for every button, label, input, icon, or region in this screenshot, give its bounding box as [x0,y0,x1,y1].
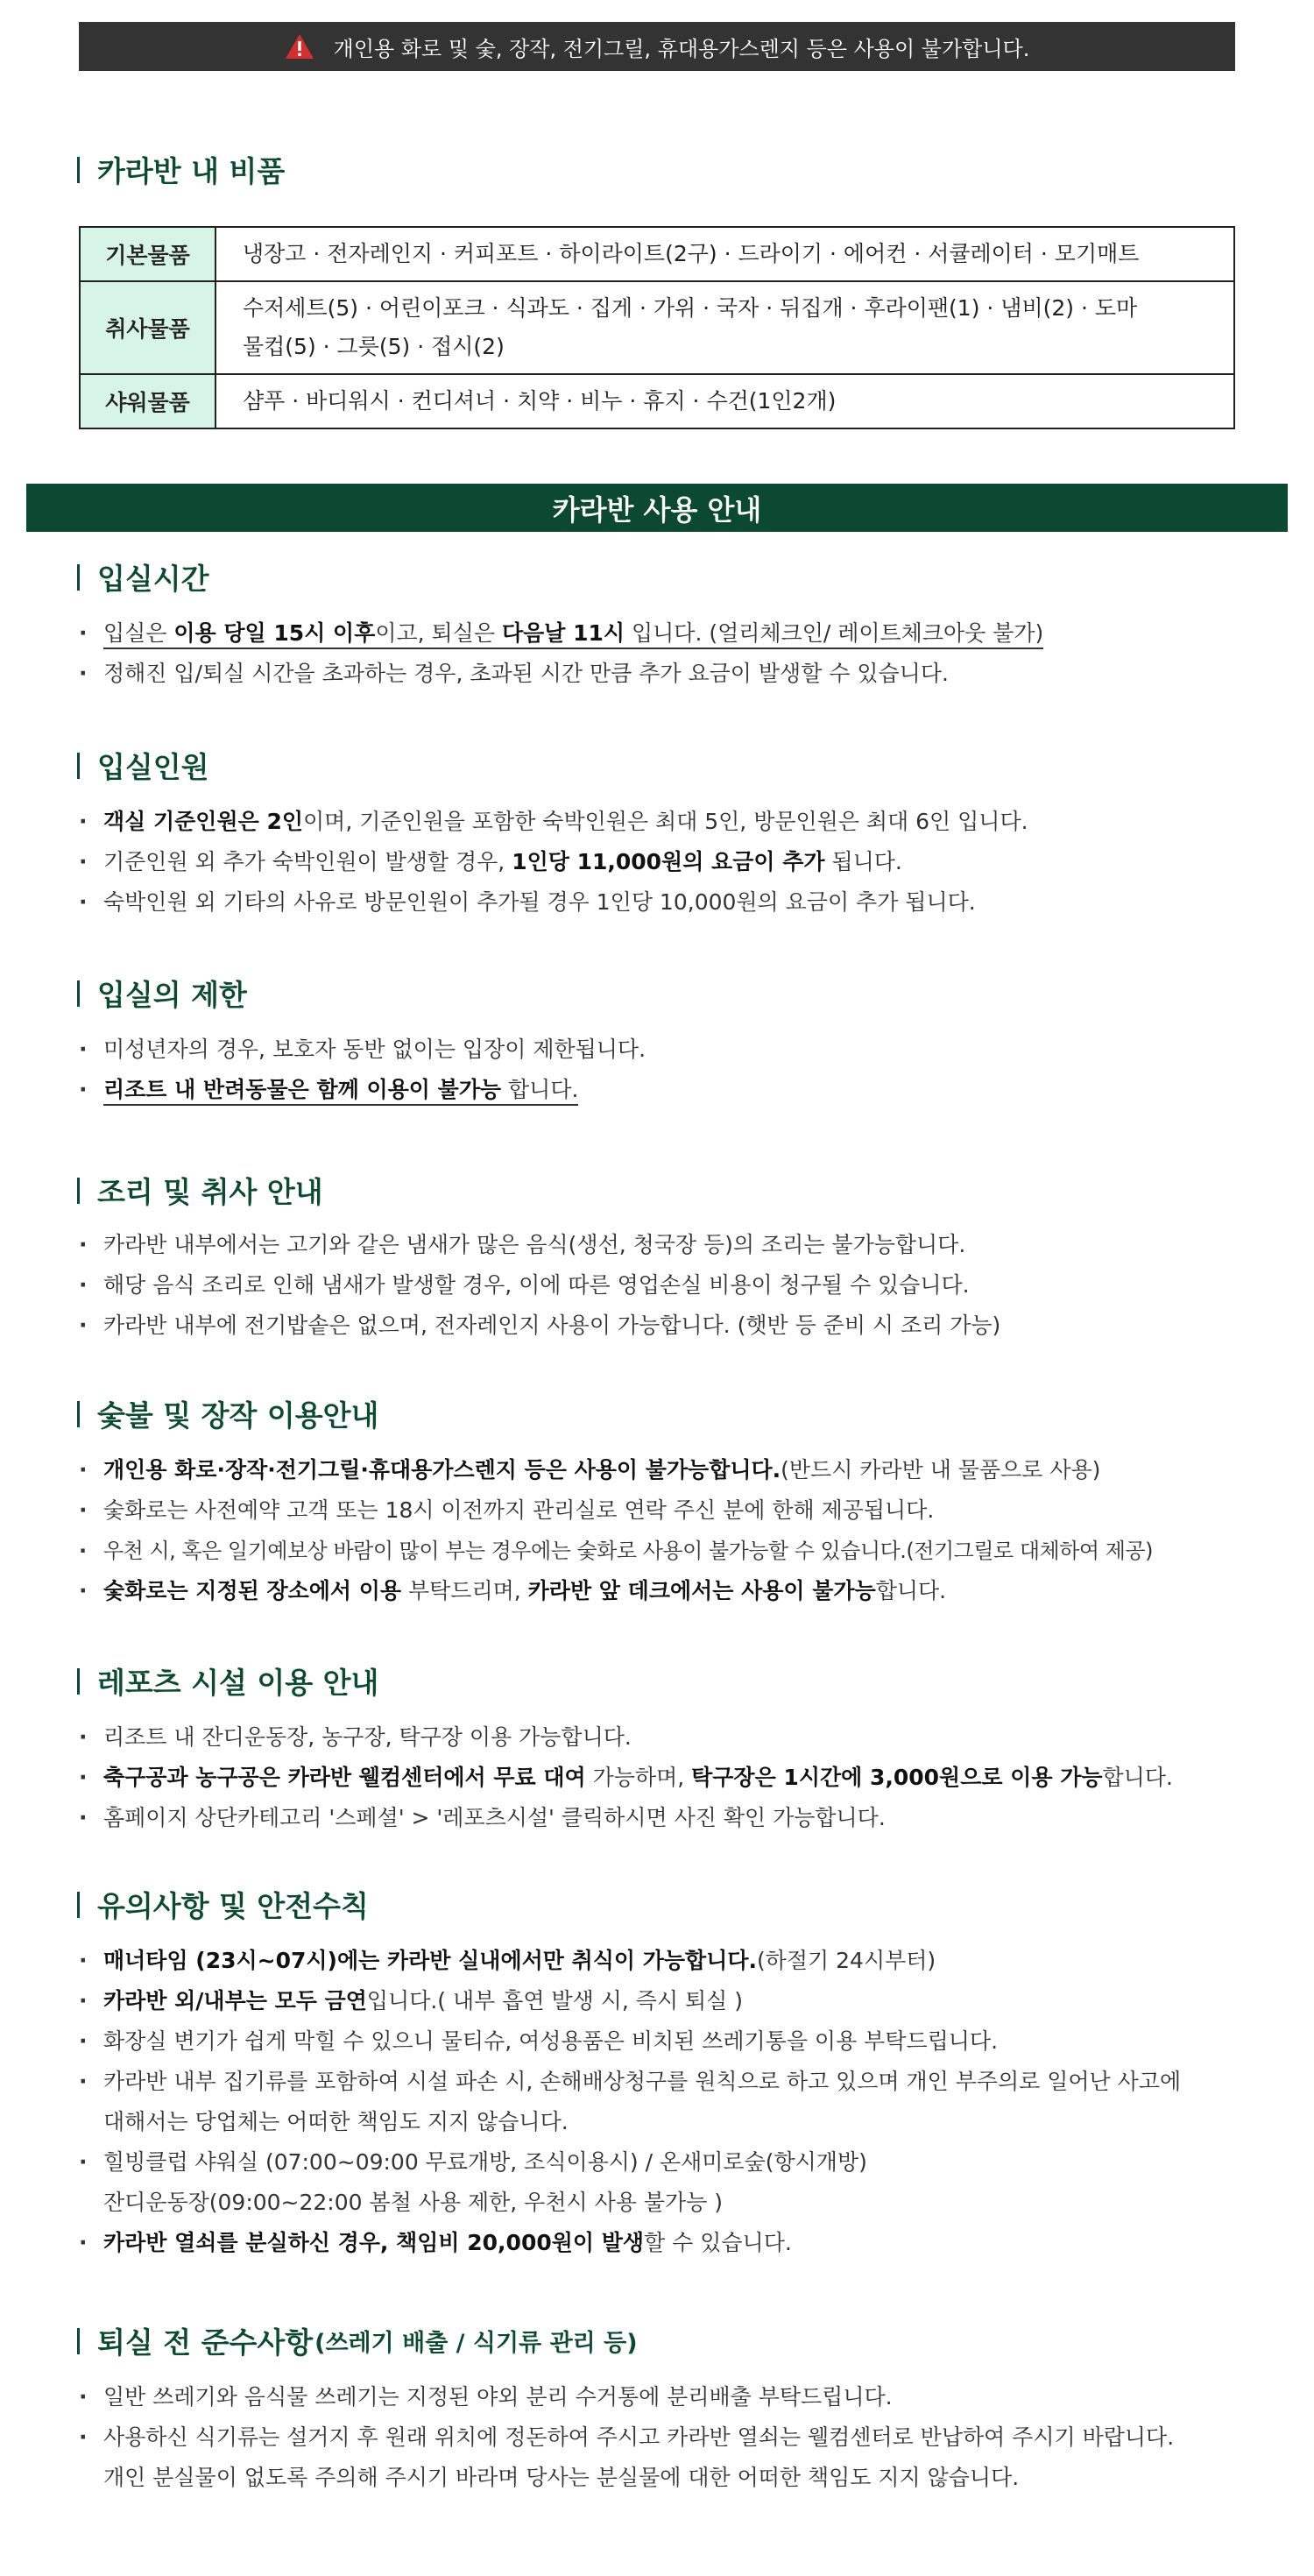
checkin-title: 입실시간 [97,562,209,596]
text: 됩니다. [824,849,902,874]
list-item [79,2062,1181,2142]
bold-text: 매너타임 (23시~07시)에는 카라반 실내에서만 취식이 가능합니다. [103,1948,757,1973]
bold-text: 카라반 열쇠를 분실하신 경우, 책임비 20,000원이 발생 [103,2230,645,2255]
text: 합니다. [501,1077,579,1102]
text: 합니다. [1102,1765,1173,1790]
list-item: · 우천 시, 혹은 일기예보상 바람이 많이 부는 경우에는 숯화로 사용이 불가능할 수 있습니다.(전기그릴로 대체하여 제공) [79,1531,1153,1571]
text: 합니다. [875,1578,947,1603]
list-item [79,2223,1181,2263]
bold-text: 카라반 앞 데크에서는 사용이 불가능 [527,1578,876,1603]
text: 부탁드리며, [401,1578,528,1603]
checkin-list [79,613,1043,694]
list-item: · 카라반 내부에서는 고기와 같은 냄새가 많은 음식(생선, 청국장 등)의 조리는 불가능합니다. [79,1225,1000,1265]
heading-bar [77,1178,80,1204]
amenities-table [79,226,1235,429]
list-item: · 화장실 변기가 쉽게 막힐 수 있으니 물티슈, 여성용품은 비치된 쓰레기통을 이용 부탁드립니다. [79,2021,1181,2062]
bold-text: 객실 기준인원은 2인 [103,809,304,834]
table-row [80,281,1234,374]
safety-title: 유의사항 및 안전수칙 [97,1889,369,1923]
sports-heading [77,1660,378,1702]
category-cell: 취사물품 [80,281,215,374]
charcoal-list [79,1450,1153,1611]
list-item: · 미성년자의 경우, 보호자 동반 없이는 입장이 제한됩니다. [79,1030,646,1070]
text: 이고, 퇴실은 [375,620,502,646]
bold-text: 탁구장은 1시간에 3,000원으로 이용 가능 [691,1765,1103,1790]
list-item [79,613,1043,654]
text: 기준인원 외 추가 숙박인원이 발생할 경우, [103,849,512,874]
list-item: · 홈페이지 상단카테고리 '스페셜' > '레포츠시설' 클릭하시면 사진 확인 가능합니다. [79,1798,1173,1838]
list-item: · 숯화로는 사전예약 고객 또는 18시 이전까지 관리실로 연락 주신 분에 한해 제공됩니다. [79,1490,1153,1531]
safety-heading [77,1884,369,1925]
heading-bar [77,753,80,779]
text-line: 대해서는 당업체는 어떠한 책임도 지지 않습니다. [103,2109,569,2134]
restrictions-list [79,1030,646,1110]
text: (하절기 24시부터) [757,1948,936,1973]
bold-text: 1인당 11,000원의 요금이 추가 [512,849,825,874]
list-item [79,842,1028,882]
text: (반드시 카라반 내 물품으로 사용) [781,1457,1101,1483]
checkout-subtitle: (쓰레기 배출 / 식기류 관리 등) [314,2330,638,2357]
category-cell: 기본물품 [80,227,215,281]
checkin-heading [77,556,209,598]
items-cell [215,281,1234,374]
text: 입실은 [103,620,174,646]
charcoal-heading [77,1393,378,1434]
list-item: · 리조트 내 잔디운동장, 농구장, 탁구장 이용 가능합니다. [79,1717,1173,1758]
underlined-text [103,620,1043,649]
table-row [80,374,1234,428]
list-item [79,1450,1153,1490]
list-item [79,1941,1181,1981]
bold-text: 개인용 화로·장작·전기그릴·휴대용가스렌지 등은 사용이 불가능합니다. [103,1457,781,1483]
warning-bar [79,22,1235,71]
text: 할 수 있습니다. [644,2230,792,2255]
checkout-title: 퇴실 전 준수사항 [97,2325,314,2360]
category-cell: 샤워물품 [80,374,215,428]
heading-bar [77,980,80,1007]
underlined-text [103,1077,578,1106]
text-line: · 사용하신 식기류는 설거지 후 원래 위치에 정돈하여 주시고 카라반 열쇠는 웰컴센터로 반납하여 주시기 바랍니다. [103,2424,1175,2450]
items-cell: 냉장고 · 전자레인지 · 커피포트 · 하이라이트(2구) · 드라이기 · 에어컨 · 서큘레이터 · 모기매트 [215,227,1234,281]
usage-guide-banner: 카라반 사용 안내 [26,484,1288,532]
list-item [79,1981,1181,2021]
text: 가능하며, [585,1765,692,1790]
list-item [79,802,1028,842]
heading-bar [77,157,80,183]
text-line: · 카라반 내부 집기류를 포함하여 시설 파손 시, 손해배상청구를 원칙으로 하고 있으며 개인 부주의로 일어난 사고에 [103,2069,1182,2094]
text-line: 개인 분실물이 없도록 주의해 주시기 바라며 당사는 분실물에 대한 어떠한 책임도 지지 않습니다. [103,2465,1020,2490]
items-line: 물컵(5) · 그릇(5) · 접시(2) [243,334,505,359]
text: 이며, 기준인원을 포함한 숙박인원은 최대 5인, 방문인원은 최대 6인 입니다. [303,809,1028,834]
list-item [79,1758,1173,1798]
heading-bar [77,1401,80,1427]
guests-title: 입실인원 [97,750,209,784]
text-line: 잔디운동장(09:00~22:00 봄철 사용 제한, 우천시 사용 불가능 ) [103,2190,723,2215]
warning-text: 개인용 화로 및 숯, 장작, 전기그릴, 휴대용가스렌지 등은 사용이 불가합니다. [333,36,1030,61]
list-item [79,2142,1181,2223]
amenities-title: 카라반 내 비품 [97,154,286,188]
list-item [79,1571,1153,1611]
restrictions-heading [77,973,247,1014]
restrictions-title: 입실의 제한 [97,978,247,1012]
bold-text: 카라반 외/내부는 모두 금연 [103,1988,367,2013]
text: 입니다.( 내부 흡연 발생 시, 즉시 퇴실 ) [366,1988,744,2013]
guests-list [79,802,1028,923]
list-item: · 카라반 내부에 전기밥솥은 없으며, 전자레인지 사용이 가능합니다. (햇반 등 준비 시 조리 가능) [79,1306,1000,1346]
bold-text: 리조트 내 반려동물은 함께 이용이 불가능 [103,1077,502,1102]
bold-text: 이용 당일 15시 이후 [173,620,376,646]
guests-heading [77,745,209,786]
text-line: · 힐빙클럽 샤워실 (07:00~09:00 무료개방, 조식이용시) / 온새미로숲(항시개방) [103,2149,867,2175]
bold-text: 축구공과 농구공은 카라반 웰컴센터에서 무료 대여 [103,1765,586,1790]
items-line: 수저세트(5) · 어린이포크 · 식과도 · 집게 · 가위 · 국자 · 뒤집개 · 후라이팬(1) · 냄비(2) · 도마 [243,295,1138,321]
checkout-heading [77,2320,638,2361]
heading-bar [77,1668,80,1695]
checkout-list [79,2377,1174,2498]
list-item [79,2417,1174,2498]
cooking-title: 조리 및 취사 안내 [97,1175,323,1209]
list-item: · 일반 쓰레기와 음식물 쓰레기는 지정된 야외 분리 수거통에 분리배출 부탁드립니다. [79,2377,1174,2417]
text: 입니다. (얼리체크인/ 레이트체크아웃 불가) [625,620,1044,646]
heading-bar [77,564,80,591]
items-cell: 샴푸 · 바디워시 · 컨디셔너 · 치약 · 비누 · 휴지 · 수건(1인2개) [215,374,1234,428]
list-item: · 숙박인원 외 기타의 사유로 방문인원이 추가될 경우 1인당 10,000원의 요금이 추가 됩니다. [79,882,1028,923]
cooking-heading [77,1170,323,1211]
bold-text: 숯화로는 지정된 장소에서 이용 [103,1578,402,1603]
table-row [80,227,1234,281]
warning-triangle-icon [285,33,314,60]
list-item: · 정해진 입/퇴실 시간을 초과하는 경우, 초과된 시간 만큼 추가 요금이 발생할 수 있습니다. [79,654,1043,694]
heading-bar [77,1892,80,1918]
bold-text: 다음날 11시 [501,620,625,646]
safety-list [79,1941,1181,2263]
list-item [79,1070,646,1110]
sports-list [79,1717,1173,1838]
amenities-heading [77,149,285,190]
list-item: · 해당 음식 조리로 인해 냄새가 발생할 경우, 이에 따른 영업손실 비용이 청구될 수 있습니다. [79,1265,1000,1306]
cooking-list [79,1225,1000,1346]
charcoal-title: 숯불 및 장작 이용안내 [97,1398,379,1433]
sports-title: 레포츠 시설 이용 안내 [97,1666,379,1700]
heading-bar [77,2328,80,2354]
